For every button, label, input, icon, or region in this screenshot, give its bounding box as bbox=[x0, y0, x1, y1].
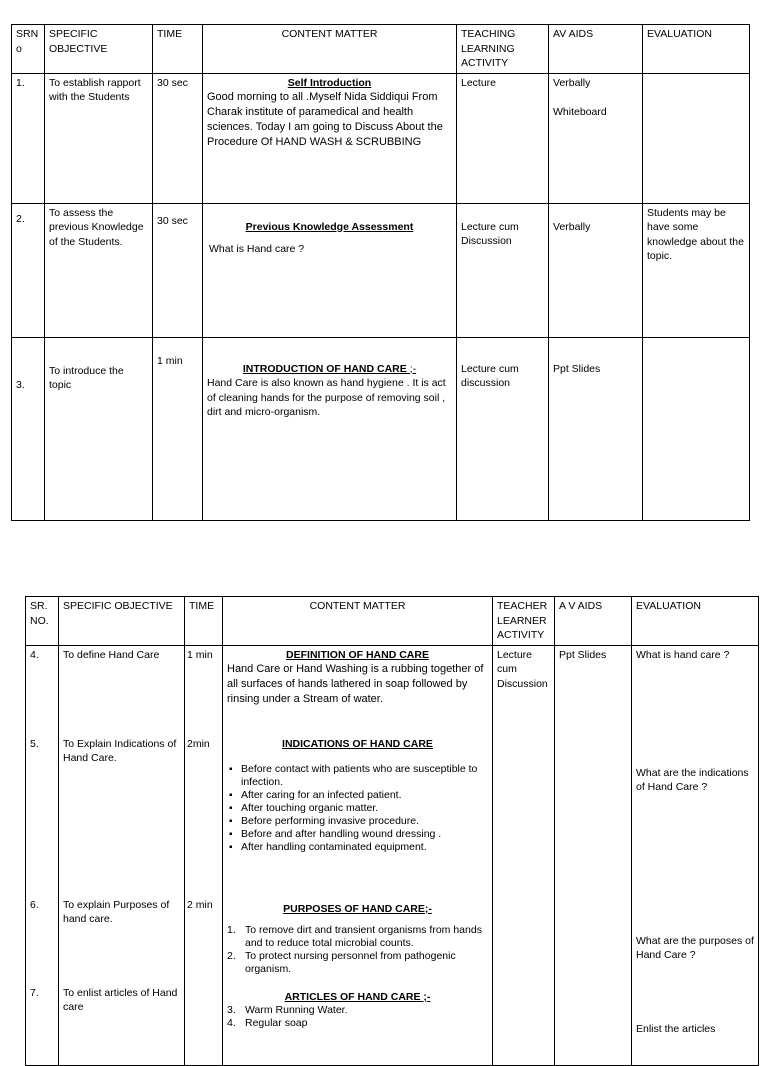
row-evaluation bbox=[643, 337, 750, 520]
content-purposes bbox=[227, 898, 488, 986]
lesson-plan-table-1 bbox=[11, 24, 750, 521]
row-content bbox=[203, 203, 457, 337]
row-evaluation bbox=[643, 73, 750, 203]
time-6: 2 min bbox=[187, 898, 213, 911]
table-row bbox=[12, 337, 750, 520]
content-heading bbox=[207, 362, 452, 377]
articles-heading: ARTICLES OF HAND CARE ;- bbox=[284, 990, 431, 1003]
header-time: TIME bbox=[153, 25, 203, 74]
list-item bbox=[227, 924, 488, 950]
objective-6: To explain Purposes of hand care. bbox=[63, 898, 170, 925]
content-text: Hand Care is also known as hand hygiene . It is act of cleaning hands for the purpose of removing soil , dirt and micro-organism. bbox=[207, 377, 446, 418]
av-aid-2: Whiteboard bbox=[553, 106, 607, 118]
item-number: 2. bbox=[227, 950, 236, 962]
srn-7: 7. bbox=[30, 986, 39, 999]
evaluation-7: Enlist the articles bbox=[636, 1022, 716, 1035]
av-aids-4: Ppt Slides bbox=[559, 648, 607, 661]
row-time: 30 sec bbox=[153, 73, 203, 203]
item-text: Warm Running Water. bbox=[245, 1004, 348, 1016]
header-time: TIME bbox=[185, 597, 223, 646]
item-number: 1. bbox=[227, 924, 236, 936]
header-content: CONTENT MATTER bbox=[223, 597, 493, 646]
table-header-row bbox=[26, 597, 759, 646]
header-srn: SR. NO. bbox=[26, 597, 59, 646]
list-item: ▪ After caring for an infected patient. bbox=[241, 789, 488, 802]
row-objective: To introduce the topic bbox=[45, 337, 153, 520]
header-objective: SPECIFIC OBJECTIVE bbox=[59, 597, 185, 646]
indications-heading: INDICATIONS OF HAND CARE bbox=[282, 737, 433, 750]
definition-heading: DEFINITION OF HAND CARE bbox=[286, 648, 429, 661]
content-heading-suffix: ;- bbox=[406, 362, 417, 375]
row-time: 30 sec bbox=[153, 203, 203, 337]
list-item: ▪ Before performing invasive procedure. bbox=[241, 815, 488, 828]
time-4: 1 min bbox=[187, 648, 213, 661]
row-content bbox=[203, 73, 457, 203]
list-item bbox=[227, 1004, 488, 1017]
definition-text: Hand Care or Hand Washing is a rubbing together of all surfaces of hands lathered in soap followed by rinsing under a Stream of water. bbox=[227, 663, 484, 705]
content-heading: Previous Knowledge Assessment bbox=[245, 220, 414, 233]
srn-6: 6. bbox=[30, 898, 39, 911]
row-time: 1 min bbox=[153, 337, 203, 520]
row-av-aids bbox=[549, 73, 643, 203]
item-text: To remove dirt and transient organisms from hands and to reduce total microbial counts. bbox=[245, 924, 482, 949]
header-av-aids: AV AIDS bbox=[549, 25, 643, 74]
list-item: ▪ Before and after handling wound dressing . bbox=[241, 828, 488, 841]
row-av-aids: Verbally bbox=[549, 203, 643, 337]
row-activity bbox=[493, 645, 555, 1065]
objective-7: To enlist articles of Hand care bbox=[63, 986, 178, 1013]
header-content: CONTENT MATTER bbox=[203, 25, 457, 74]
row-objective: To establish rapport with the Students bbox=[45, 73, 153, 203]
content-text: What is Hand care ? bbox=[209, 243, 305, 255]
row-av-aids bbox=[555, 645, 632, 1065]
row-srn: 1. bbox=[12, 73, 45, 203]
list-item: ▪ After touching organic matter. bbox=[241, 802, 488, 815]
articles-list bbox=[227, 1004, 488, 1030]
objective-4: To define Hand Care bbox=[63, 648, 160, 661]
purposes-heading: PURPOSES OF HAND CARE;- bbox=[283, 902, 432, 915]
content-heading-text: INTRODUCTION OF HAND CARE bbox=[242, 362, 407, 375]
table-header-row bbox=[12, 25, 750, 74]
item-number: 4. bbox=[227, 1017, 236, 1029]
row-objective bbox=[59, 645, 185, 1065]
row-content bbox=[203, 337, 457, 520]
row-activity: Lecture cum discussion bbox=[457, 337, 549, 520]
purposes-list bbox=[227, 924, 488, 976]
header-objective: SPECIFIC OBJECTIVE bbox=[45, 25, 153, 74]
row-activity: Lecture bbox=[457, 73, 549, 203]
evaluation-6: What are the purposes of Hand Care ? bbox=[636, 934, 754, 961]
item-number: 3. bbox=[227, 1004, 236, 1016]
header-evaluation: EVALUATION bbox=[632, 597, 759, 646]
header-activity: TEACHING LEARNING ACTIVITY bbox=[457, 25, 549, 74]
row-evaluation bbox=[632, 645, 759, 1065]
content-indications bbox=[227, 737, 488, 898]
header-srn: SRN o bbox=[12, 25, 45, 74]
activity-4: Lecture cum Discussion bbox=[497, 648, 548, 690]
srn-4: 4. bbox=[30, 648, 39, 661]
header-evaluation: EVALUATION bbox=[643, 25, 750, 74]
objective-5: To Explain Indications of Hand Care. bbox=[63, 737, 177, 764]
item-text: Regular soap bbox=[245, 1017, 308, 1029]
header-activity: TEACHER LEARNER ACTIVITY bbox=[493, 597, 555, 646]
row-srn bbox=[26, 645, 59, 1065]
row-time bbox=[185, 645, 223, 1065]
content-articles bbox=[227, 986, 488, 1031]
row-evaluation: Students may be have some knowledge about the topic. bbox=[643, 203, 750, 337]
table-row bbox=[12, 73, 750, 203]
header-av-aids: A V AIDS bbox=[555, 597, 632, 646]
row-srn: 2. bbox=[12, 203, 45, 337]
list-item: ▪ Before contact with patients who are susceptible to infection. bbox=[241, 763, 488, 789]
row-srn: 3. bbox=[12, 337, 45, 520]
evaluation-4: What is hand care ? bbox=[636, 648, 730, 661]
content-heading: Self Introduction bbox=[287, 76, 372, 89]
content-text: Good morning to all .Myself Nida Siddiqui From Charak institute of paramedical and health sciences. Today I am going to Discuss About the Procedure Of HAND WASH & SCRUBBING bbox=[207, 91, 443, 148]
list-item bbox=[227, 950, 488, 976]
indications-list bbox=[227, 763, 488, 854]
evaluation-5: What are the indications of Hand Care ? bbox=[636, 766, 749, 793]
time-5: 2min bbox=[187, 737, 210, 750]
av-aid-1: Verbally bbox=[553, 76, 591, 89]
list-item: ▪ After handling contaminated equipment. bbox=[241, 841, 488, 854]
row-av-aids: Ppt Slides bbox=[549, 337, 643, 520]
row-activity: Lecture cum Discussion bbox=[457, 203, 549, 337]
item-text: To protect nursing personnel from pathogenic organism. bbox=[245, 950, 456, 975]
srn-5: 5. bbox=[30, 737, 39, 750]
table-row bbox=[12, 203, 750, 337]
row-objective: To assess the previous Knowledge of the Students. bbox=[45, 203, 153, 337]
row-content bbox=[223, 645, 493, 1065]
lesson-plan-table-2 bbox=[25, 596, 759, 1066]
table-row bbox=[26, 645, 759, 1065]
content-definition bbox=[227, 648, 488, 737]
